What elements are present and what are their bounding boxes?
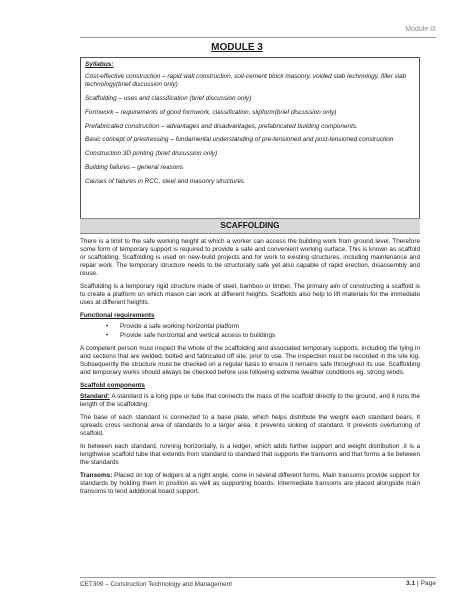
definition-paragraph: Scaffolding is a temporary rigid structure made of steel, bamboo or timber. The primary aim of constructing a scaffold is to create a platform on which mason can work at different heights. Scaffolds also help to lift materials for the immediate uses at different heights. [80,283,420,307]
running-header: Module III [405,26,436,33]
syllabus-box [80,57,420,223]
intro-paragraph: There is a limit to the safe working height at which a worker can access the building work from ground level. Therefore some form of temporary support is required to provide a safe and convenient working surface. This is known as scaffold or scaffolding. Scaffolding is used on new-build projects and for work to existing structures, including maintenance and repair work. The temporary structure needs to be structurally safe yet also capable of rapid erection, disassembly and reuse. [80,238,420,278]
syllabus-item: Prefabricated construction – advantages and disadvantages, prefabricated building components. [85,122,358,130]
functional-requirements-heading: Functional requirements [80,312,155,320]
footer-course: CET309 – Construction Technology and Management [80,581,232,588]
bullet-icon: • [106,331,109,339]
syllabus-heading: Syllabus: [85,61,114,68]
page-label: | Page [417,580,436,587]
base-paragraph: The base of each standard is connected to a base plate, which helps distribute the weight each standard bears. It spreads cross sectional area of standards to a larger area. it prevents sinking of standard. It prevents overturning of scaffold. [80,413,420,438]
syllabus-item: Building failures – general reasons [85,163,184,171]
standard-term: Standard: [80,392,110,400]
page-number: 3.1 [406,580,416,587]
standard-paragraph: Standard: A standard is a long pipe or tube that connects the mass of the scaffold directly to the ground, and it runs the length of the scaffolding. [80,392,420,408]
functional-requirements-list [80,323,420,339]
syllabus-item: Cost-effective construction – rapid wall construction, soil-cement block masonry, voided slab technology, filler slab technology(brief discussion only) [85,72,407,89]
syllabus-item: Basic concept of prestressing – fundamental understanding of pre-tensioned and post-tensioned construction [85,136,394,144]
body-text [80,238,420,501]
syllabus-item: Causes of failures in RCC, steel and masonry structures [85,177,245,185]
bullet-icon: • [106,323,109,331]
header-rule [80,37,436,38]
syllabus-item: Scaffolding – uses and classification (brief discussion only) [85,94,252,102]
list-item: • Provide safe horizontal and vertical access to buildings [106,331,276,339]
footer-page [406,580,436,587]
section-title: SCAFFOLDING [80,218,420,234]
ledger-paragraph: In between each standard, running horizontally, is a ledger, which adds further support and weight distribution .it is a lengthwise scaffold tube that extends from standard to standard that supports the transoms and that forms a tie between the standards [80,442,420,467]
module-title: MODULE 3 [211,42,263,53]
syllabus-item: Construction 3D printing (brief discussion only) [85,150,218,158]
footer-rule [80,577,436,578]
list-item: • Provide a safe working horizontal platform [106,323,239,331]
transom-term: Transoms: [80,472,113,480]
inspection-paragraph: A competent person must inspect the whole of the scaffolding and associated temporary supports, including the tying in and sections that are welded, bolted and fabricated off site, prior to use. The inspection must be recorded in the site log. Subsequently the structure must be checked on a regular basis to ensure it remains safe throughout its use. Scaffolding and temporary works should always be checked before use following extreme weather conditions eg. strong winds. [80,344,420,376]
scaffold-components-heading: Scaffold components [80,381,145,389]
transom-paragraph: Transoms: Placed on top of ledgers at a right angle, come in several different forms. Main transoms provide support for standards by holding them in position as well as supporting boards. Intermediate transoms are placed alongside main transoms to lend additional board support. [80,472,420,496]
syllabus-item: Formwork – requirements of good formwork, classification, slipform(brief discussion only) [85,108,337,116]
